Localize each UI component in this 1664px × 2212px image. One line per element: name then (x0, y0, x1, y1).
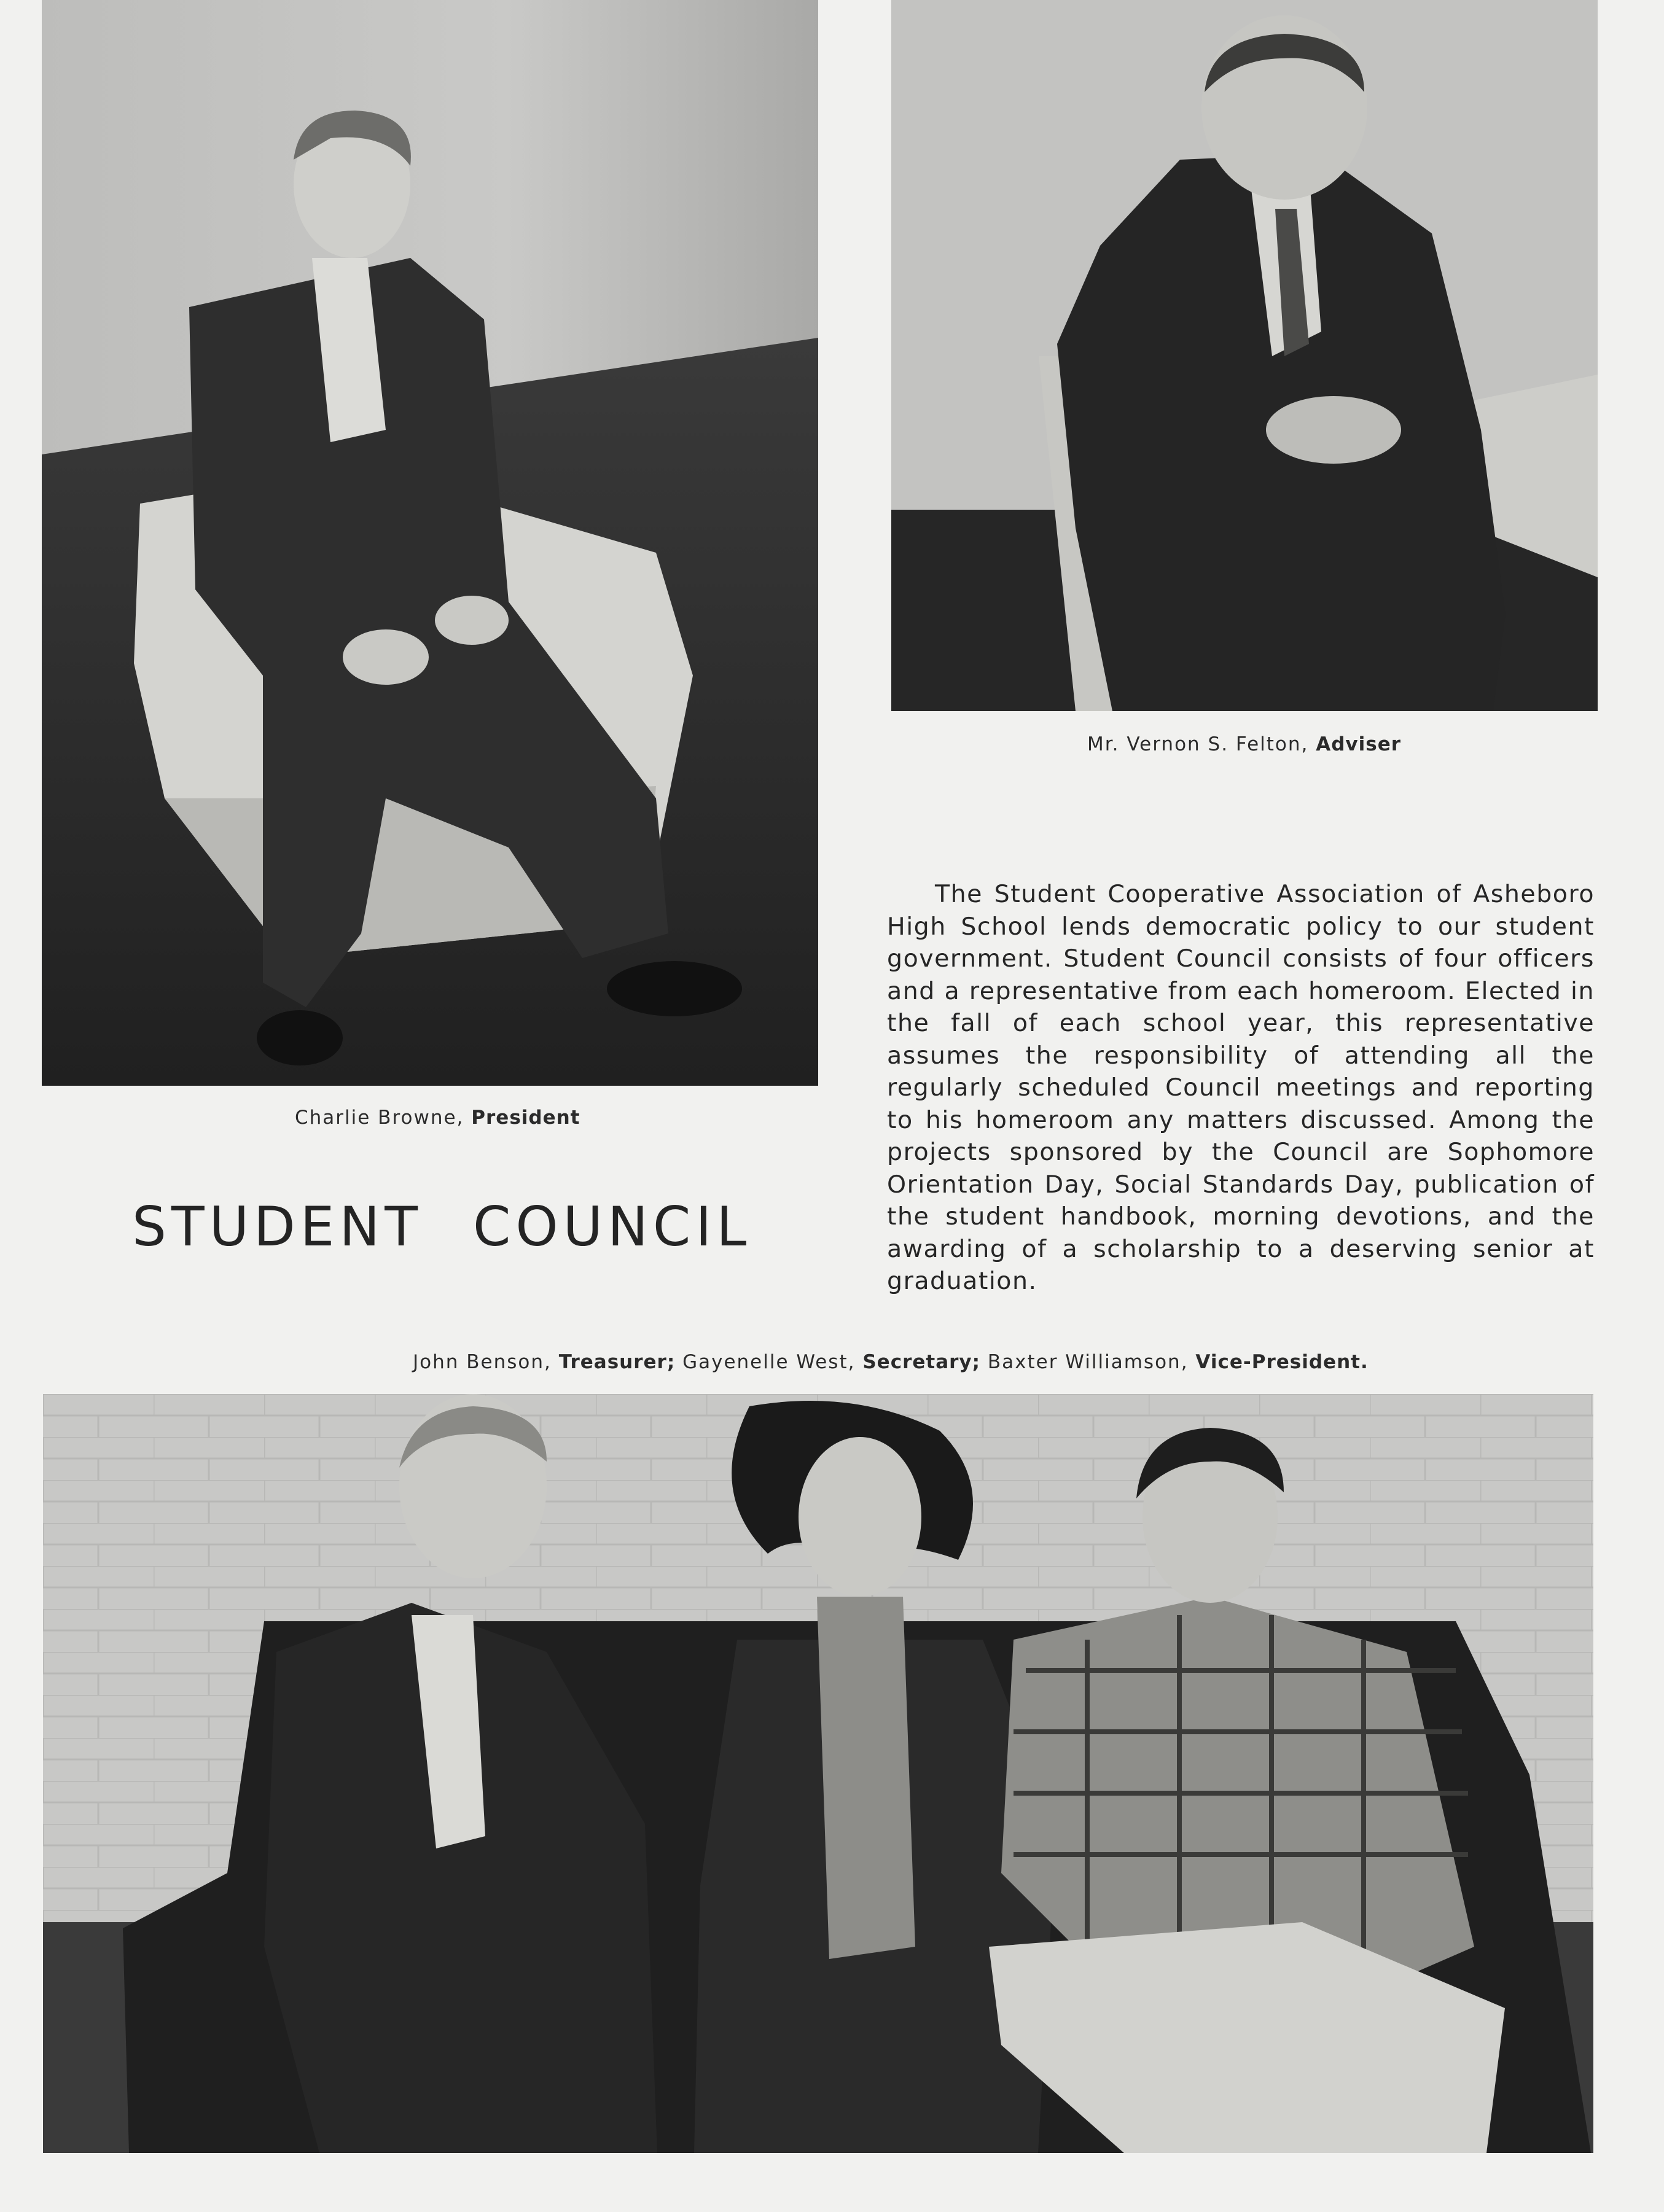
officer-1-name: John Benson, (413, 1351, 552, 1373)
officer-3-role: Vice-President. (1195, 1351, 1369, 1373)
adviser-role: Adviser (1316, 733, 1402, 755)
officer-3-name: Baxter Williamson, (987, 1351, 1189, 1373)
officer-2-role: Secretary; (862, 1351, 981, 1373)
officers-photo (43, 1394, 1593, 2153)
officers-caption (413, 1351, 1369, 1373)
description-paragraph: The Student Cooperative Association of Asheboro High School lends democratic policy to our student government. Student Council consists of four officers and a representative from each homeroom. Elected in the fall of each school year, this representative assumes the responsibility of attending all the regularly scheduled Council meetings and reporting to his homeroom any matters discussed. Among the projects sponsored by the Council are Sophomore Orientation Day, Social Standards Day, publication of the student handbook, morning devotions, and the awarding of a scholarship to a deserving senior at graduation. (887, 880, 1595, 1295)
officer-2-name: Gayenelle West, (682, 1351, 856, 1373)
page-title: STUDENT COUNCIL (132, 1195, 752, 1258)
president-photo (42, 0, 818, 1086)
adviser-caption (1087, 733, 1401, 755)
officer-1-role: Treasurer; (558, 1351, 676, 1373)
president-caption (295, 1107, 580, 1129)
president-role: President (471, 1107, 580, 1129)
president-name: Charlie Browne, (295, 1107, 464, 1129)
adviser-photo (891, 0, 1598, 711)
adviser-name: Mr. Vernon S. Felton, (1087, 733, 1309, 755)
